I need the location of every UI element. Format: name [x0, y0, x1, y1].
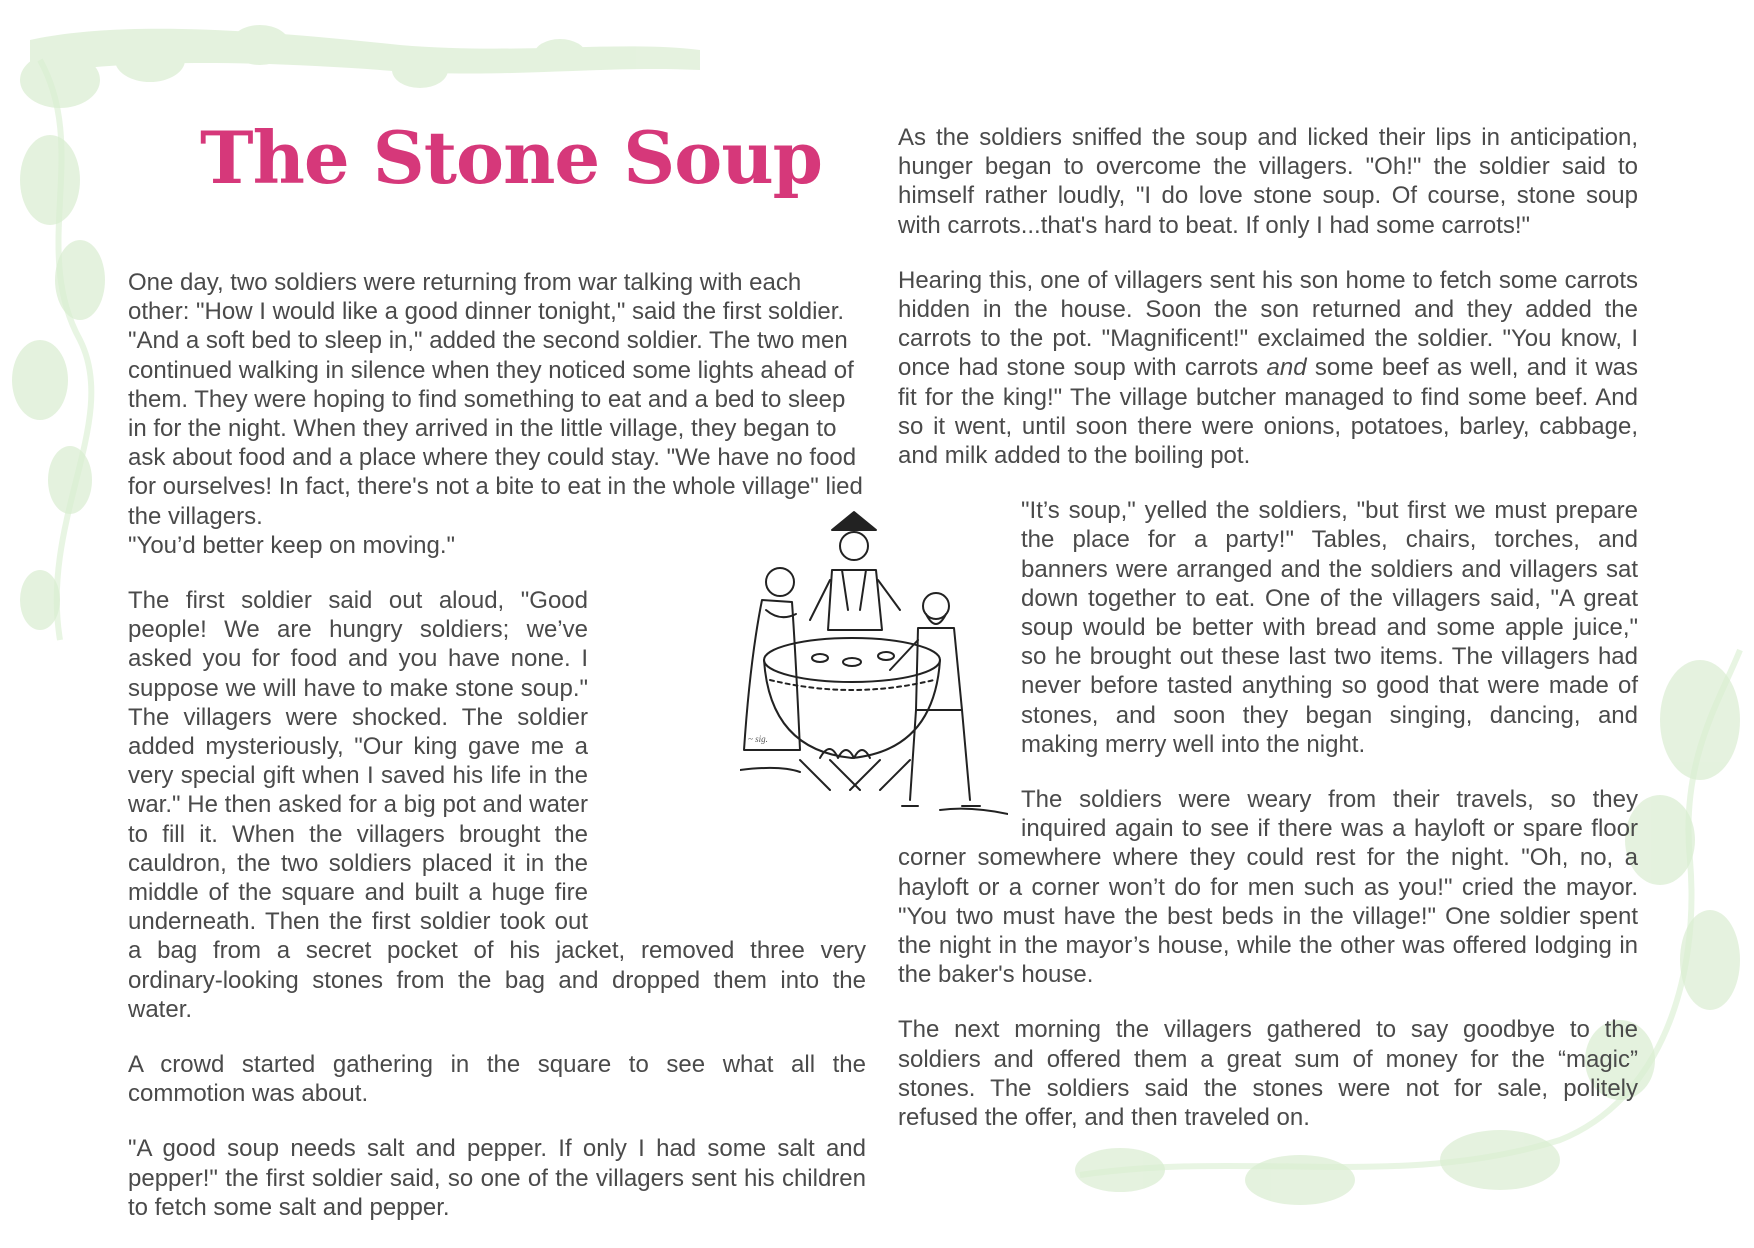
illustration-wrap-space-right	[898, 496, 1013, 824]
left-paragraph-1-end: "You’d better keep on moving."	[128, 531, 456, 559]
left-column	[128, 268, 866, 1248]
right-paragraph-2-part-b: some beef as well, and it was fit for the king!" The village butcher managed to find some beef. And so it went, until soon there were onions, potatoes, barley, cabbage, and milk added to the boiling pot.	[898, 354, 1638, 470]
right-column	[898, 123, 1638, 1158]
left-paragraph-4: "A good soup needs salt and pepper. If only I had some salt and pepper!" the first soldier said, so one of the villagers sent his children to fetch some salt and pepper.	[128, 1135, 866, 1221]
right-paragraph-2	[898, 266, 1638, 470]
right-paragraph-3-text: "It’s soup," yelled the soldiers, "but first we must prepare the place for a party!" Tables, chairs, torches, and banners were arranged and the soldiers and villagers sat down together to eat. One of the villagers said, "A great soup would be better with bread and some apple juice," so he brought out these last two items. The villagers had never before tasted anything so good that were made of stones, and soon they began singing, dancing, and making merry well into the night.	[1021, 497, 1638, 758]
right-paragraph-4: The soldiers were weary from their travels, so they inquired again to see if there was a hayloft or spare floor corner somewhere where they could rest for the night. "Oh, no, a hayloft or a corner won’t do for men such as you!" cried the mayor. "You two must have the best beds in the village!" One soldier spent the night in the mayor’s house, while the other was offered lodging in the baker's house.	[898, 786, 1638, 989]
left-paragraph-2-text: The first soldier said out aloud, "Good people! We are hungry soldiers; we’ve asked you for food and you have none. I suppose we will have to make stone soup." The villagers were shocked. The soldier added mysteriously, "Our king gave me a very special gift when I saved his life in the war." He then asked for a big pot and water to fill it. When the villagers brought the cauldron, the two soldiers placed it in the middle of the square and built a huge fire underneath. Then the first soldier took out a bag from a secret pocket of his jacket, removed three very ordinary-looking stones from the bag and dropped them into the water.	[128, 587, 866, 1023]
left-paragraph-1	[128, 268, 866, 560]
right-paragraph-2-emphasis: and	[1266, 354, 1307, 382]
right-paragraph-2-part-a: Hearing this, one of villagers sent his son home to fetch some carrots hidden in the house. Soon the son returned and they added the carrots to the pot. "Magnificent!" exclaimed the soldier. "You know, I once had stone soup with carrots	[898, 266, 1638, 382]
left-paragraph-1-text: One day, two soldiers were returning from war talking with each other: "How I would like a good dinner tonight," said the first soldier. "And a soft bed to sleep in," added the second soldier. The two men continued walking in silence when they noticed some lights ahead of them. They were hoping to find something to eat and a bed to sleep in for the night. When they arrived in the little village, they began to ask about food and a place where they could stay. "We have no food for ourselves! In fact, there's not a bite to eat in the whole village" lied the villagers.	[128, 269, 863, 530]
left-paragraph-3: A crowd started gathering in the square to see what all the commotion was about.	[128, 1051, 866, 1108]
illustration-wrap-space	[598, 594, 866, 922]
svg-text:~ sig.: ~ sig.	[748, 734, 768, 744]
left-paragraph-2	[128, 586, 866, 1024]
right-paragraph-1: As the soldiers sniffed the soup and licked their lips in anticipation, hunger began to overcome the villagers. "Oh!" the soldier said to himself rather loudly, "I do love stone soup. Of course, stone soup with carrots...that's hard to beat. If only I had some carrots!"	[898, 124, 1638, 239]
page-title: The Stone Soup	[200, 115, 823, 200]
right-paragraph-3	[898, 496, 1638, 759]
right-paragraph-5: The next morning the villagers gathered to say goodbye to the soldiers and offered them a great sum of money for the “magic” stones. The soldiers said the stones were not for sale, politely refused the offer, and then traveled on.	[898, 1016, 1638, 1132]
